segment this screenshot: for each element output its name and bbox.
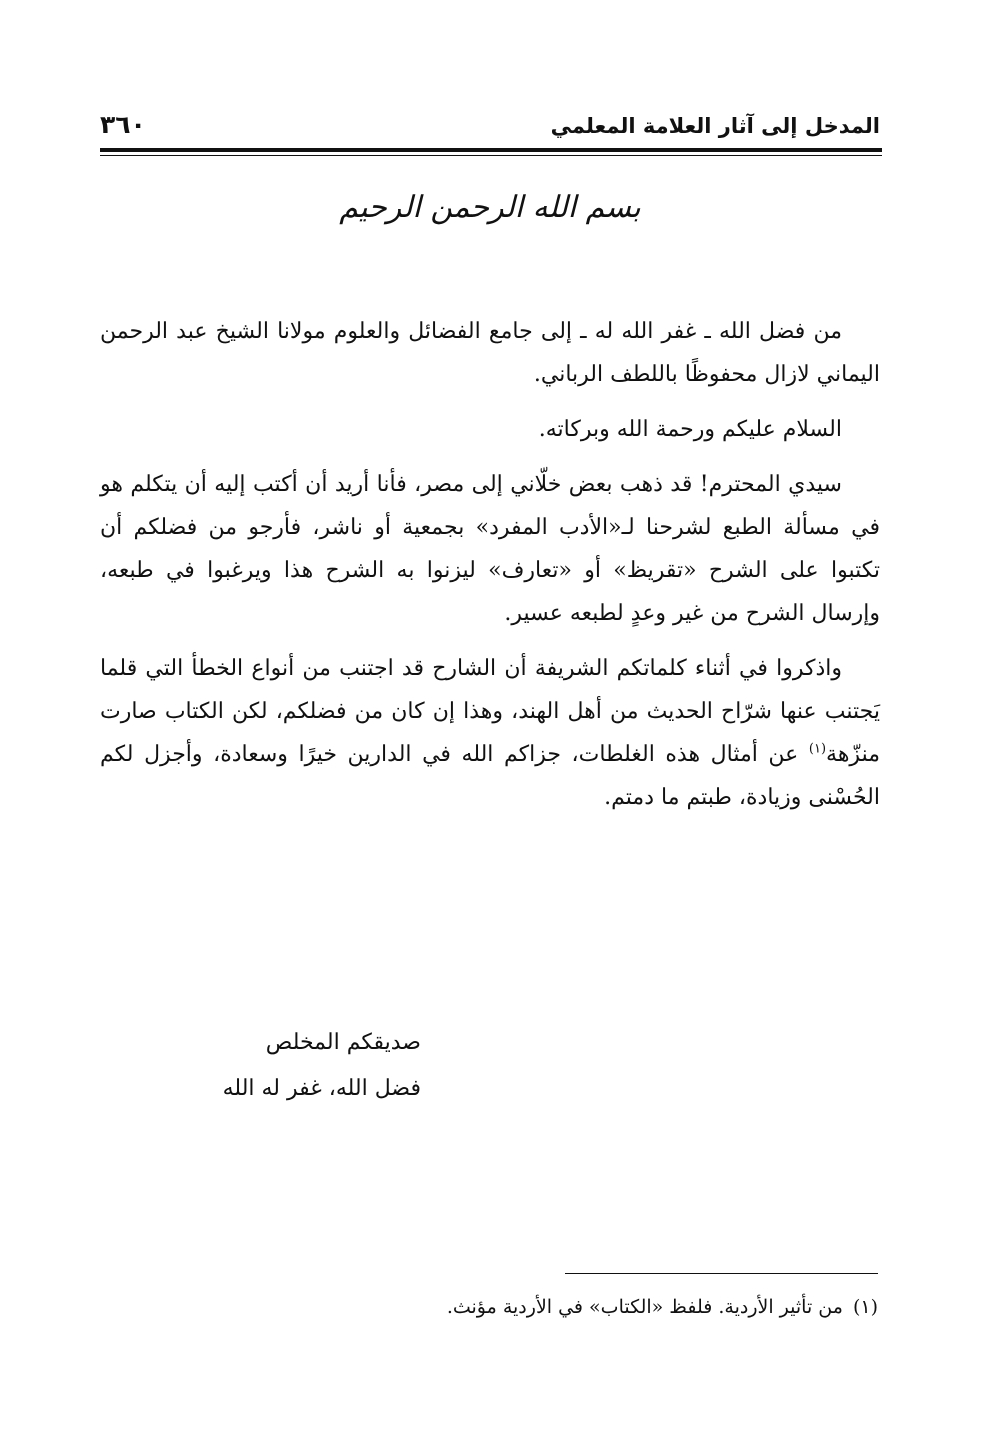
footnote-reference: (١): [808, 741, 827, 757]
footnote-rule: [565, 1273, 878, 1274]
basmala: بسم الله الرحمن الرحيم: [339, 190, 641, 225]
page-number: ٣٦٠: [100, 110, 146, 139]
closing-phrase: صديقكم المخلص: [265, 1030, 421, 1055]
footnote-mark: (١): [852, 1296, 878, 1318]
signature: فضل الله، غفر له الله: [222, 1076, 421, 1101]
letter-paragraph-with-note: [100, 647, 880, 819]
footnote: [300, 1292, 878, 1322]
footnote-text: من تأثير الأردية. فلفظ «الكتاب» في الأردية مؤنث.: [446, 1296, 843, 1318]
letter-closing: [121, 1020, 421, 1112]
letter-paragraph: سيدي المحترم! قد ذهب بعض خلّاني إلى مصر، فأنا أريد أن أكتب إليه أن يتكلم هو في مسألة الطبع لشرحنا لـ«الأدب المفرد» بجمعية أو ناشر، فأرجو من فضلكم أن تكتبوا على الشرح «تقريظ» أو «تعارف» ليزنوا به الشرح هذا ويرغبوا في طبعه، وإرسال الشرح من غير وعدٍ لطبعه عسير.: [100, 472, 880, 626]
running-header: [100, 108, 880, 148]
paragraph-text: واذكروا في أثناء كلماتكم الشريفة أن الشارح قد اجتنب من أنواع الخطأ التي قلما يَجتنب عنها شرّاح الحديث من أهل الهند، وهذا إن كان من فضلكم، لكن الكتاب صارت منزّهة: [100, 656, 880, 767]
book-title: المدخل إلى آثار العلامة المعلمي: [550, 114, 880, 138]
letter-salutation: من فضل الله ـ غفر الله له ـ إلى جامع الفضائل والعلوم مولانا الشيخ عبد الرحمن اليماني لازال محفوظًا باللطف الرباني.: [100, 319, 880, 387]
letter-greeting: السلام عليكم ورحمة الله وبركاته.: [538, 417, 842, 442]
letter-body: [100, 310, 880, 831]
paragraph-text: عن أمثال هذه الغلطات، جزاكم الله في الدارين خيرًا وسعادة، وأجزل لكم الحُسْنى وزيادة، طبتم ما دمتم.: [100, 742, 880, 810]
header-rule: [100, 148, 882, 152]
header-rule-thin: [100, 155, 882, 156]
